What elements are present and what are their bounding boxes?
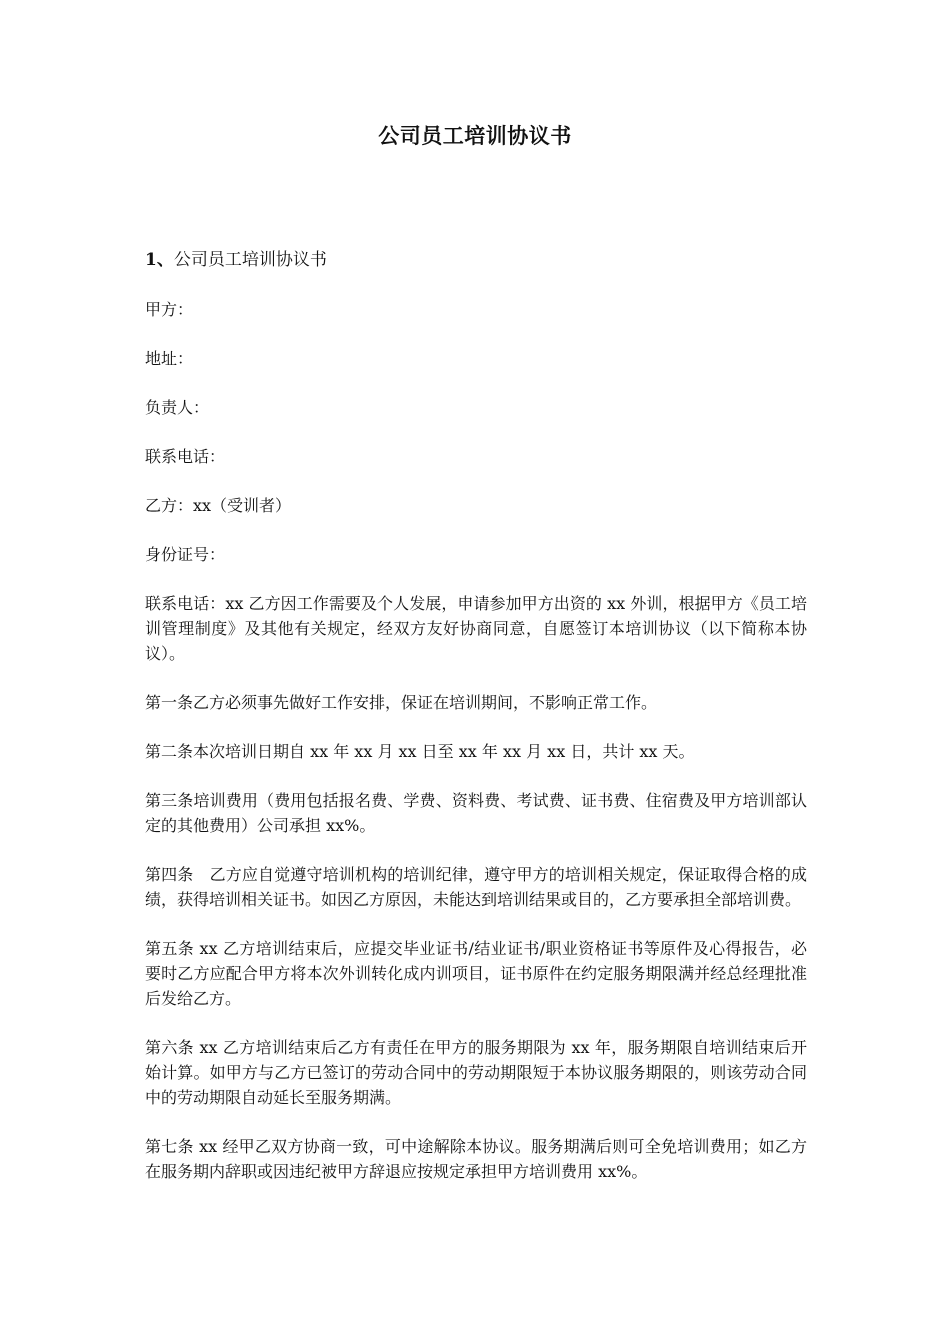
article-4: 第四条 乙方应自觉遵守培训机构的培训纪律，遵守甲方的培训相关规定，保证取得合格的成绩，获得培训相关证书。如因乙方原因，未能达到培训结果或目的，乙方要承担全部培训费。 (145, 865, 807, 909)
section-number: 1、 (145, 250, 174, 270)
article-7: 第七条 xx 经甲乙双方协商一致，可中途解除本协议。服务期满后则可全免培训费用；如乙方在服务期内辞职或因违纪被甲方辞退应按规定承担甲方培训费用 xx%。 (145, 1137, 807, 1181)
section-heading (145, 248, 807, 273)
field-party-a: 甲方： (145, 300, 194, 319)
article-1: 第一条乙方必须事先做好工作安排，保证在培训期间，不影响正常工作。 (145, 693, 658, 712)
field-party-b: 乙方：xx（受训者） (145, 496, 292, 515)
document-body (145, 248, 807, 1208)
field-phone: 联系电话： (145, 447, 226, 466)
field-id-number: 身份证号： (145, 545, 226, 564)
section-heading-text: 公司员工培训协议书 (173, 250, 327, 270)
article-2: 第二条本次培训日期自 xx 年 xx 月 xx 日至 xx 年 xx 月 xx 日，共计 xx 天。 (145, 742, 695, 761)
article-6: 第六条 xx 乙方培训结束后乙方有责任在甲方的服务期限为 xx 年，服务期限自培训结束后开始计算。如甲方与乙方已签订的劳动合同中的劳动期限短于本协议服务期限的，则该劳动合同中的劳动期限自动延长至服务期满。 (145, 1038, 807, 1107)
document-title: 公司员工培训协议书 (378, 123, 572, 148)
field-person-in-charge: 负责人： (145, 398, 210, 417)
article-5: 第五条 xx 乙方培训结束后，应提交毕业证书/结业证书/职业资格证书等原件及心得报告，必要时乙方应配合甲方将本次外训转化成内训项目，证书原件在约定服务期限满并经总经理批准后发给乙方。 (145, 939, 807, 1008)
article-3: 第三条培训费用（费用包括报名费、学费、资料费、考试费、证书费、住宿费及甲方培训部认定的其他费用）公司承担 xx%。 (145, 791, 807, 835)
preamble-paragraph: 联系电话：xx 乙方因工作需要及个人发展，申请参加甲方出资的 xx 外训，根据甲方《员工培训管理制度》及其他有关规定，经双方友好协商同意，自愿签订本培训协议（以下简称本协议）。 (145, 594, 807, 663)
field-address: 地址： (145, 349, 194, 368)
